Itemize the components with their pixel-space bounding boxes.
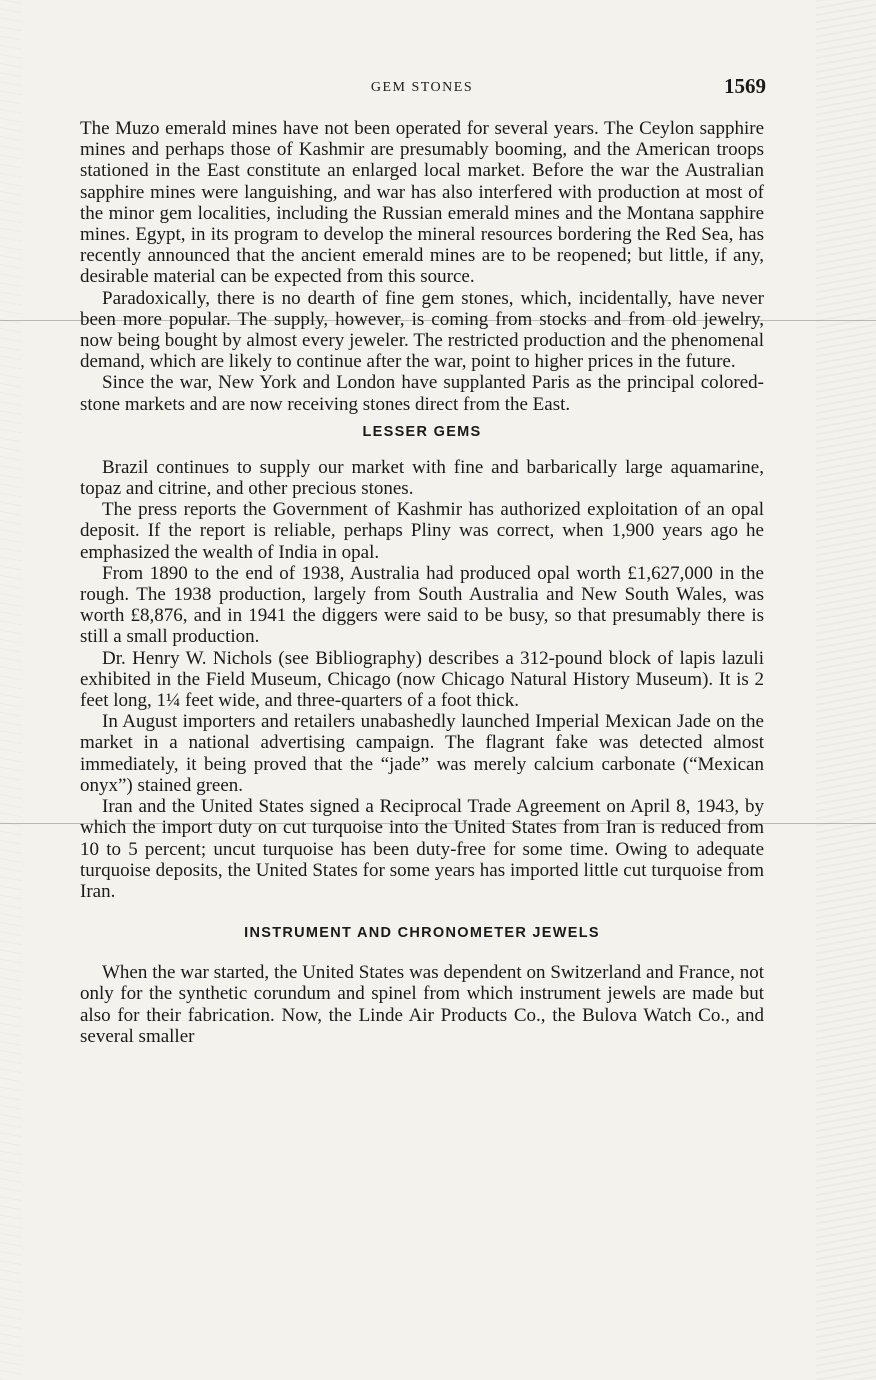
- scan-edge-right: [816, 0, 876, 1380]
- section-heading: LESSER GEMS: [362, 423, 482, 440]
- page-number: 1569: [724, 74, 766, 98]
- running-title: GEM STONES: [370, 80, 474, 95]
- paragraph: The Muzo emerald mines have not been operated for several years. The Ceylon sapphire mines and perhaps those of Kashmir are presumably booming, and the American troops stationed in the East constitute an enlarged local market. Before the war the Australian sapphire mines were languishing, and war has also interfered with production at most of the minor gem localities, including the Russian emerald mines and the Montana sapphire mines. Egypt, in its program to develop the mineral resources bordering the Red Sea, has recently announced that the ancient emerald mines are to be reopened; but little, if any, desirable material can be expected from this source.: [80, 118, 764, 288]
- scan-edge-left: [0, 0, 22, 1380]
- page-body: [80, 118, 764, 1047]
- paragraph: Since the war, New York and London have supplanted Paris as the principal colored-stone markets and are now receiving stones direct from the East.: [80, 372, 764, 415]
- paragraph: From 1890 to the end of 1938, Australia had produced opal worth £1,627,000 in the rough. The 1938 production, largely from South Australia and New South Wales, was worth £8,876, and in 1941 the diggers were said to be busy, so that presumably there is still a small production.: [80, 562, 764, 648]
- paragraph: The press reports the Government of Kashmir has authorized exploitation of an opal deposit. If the report is reliable, perhaps Pliny was correct, when 1,900 years ago he emphasized the wealth of India in opal.: [80, 499, 764, 563]
- paragraph: Paradoxically, there is no dearth of fine gem stones, which, incidentally, have never been more popular. The supply, however, is coming from stocks and from old jewelry, now being bought by almost every jeweler. The restricted production and the phenomenal demand, which are likely to continue after the war, point to higher prices in the future.: [80, 287, 764, 373]
- paragraph: Brazil continues to supply our market with fine and barbarically large aquamarine, topaz and citrine, and other precious stones.: [80, 456, 764, 500]
- section-heading: INSTRUMENT AND CHRONOMETER JEWELS: [244, 925, 600, 942]
- paragraph: Dr. Henry W. Nichols (see Bibliography) describes a 312-pound block of lapis lazuli exhibited in the Field Museum, Chicago (now Chicago Natural History Museum). It is 2 feet long, 1¼ feet wide, and three-quarters of a foot thick.: [80, 647, 764, 712]
- paragraph: Iran and the United States signed a Reciprocal Trade Agreement on April 8, 1943, by which the import duty on cut turquoise into the United States from Iran is reduced from 10 to 5 percent; uncut turquoise has been duty-free for some time. Owing to adequate turquoise deposits, the United States for some years has imported little cut turquoise from Iran.: [80, 796, 764, 902]
- paragraph: When the war started, the United States was dependent on Switzerland and France, not only for the synthetic corundum and spinel from which instrument jewels are made but also for their fabrication. Now, the Linde Air Products Co., the Bulova Watch Co., and several smaller: [80, 962, 764, 1047]
- paragraph: In August importers and retailers unabashedly launched Imperial Mexican Jade on the market in a national advertising campaign. The flagrant fake was detected almost immediately, it being proved that the “jade” was merely calcium carbonate (“Mexican onyx”) stained green.: [80, 711, 764, 796]
- page-header: [80, 74, 764, 104]
